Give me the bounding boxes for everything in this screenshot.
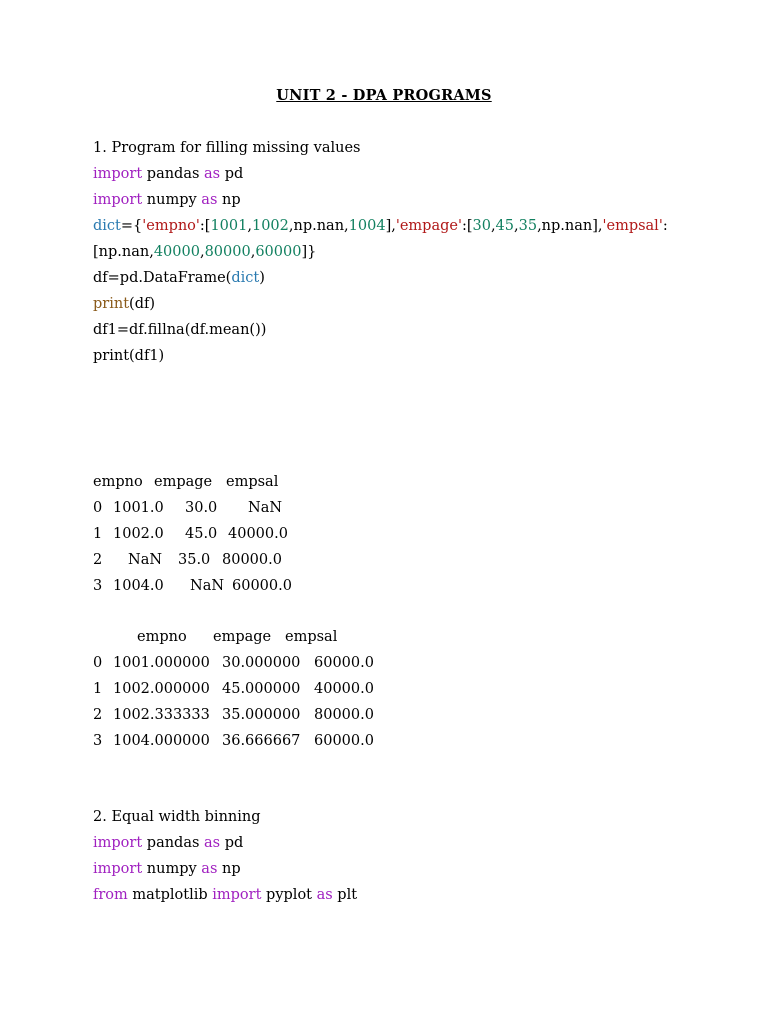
code-line-import-pandas: [93, 165, 243, 183]
number: 1001: [210, 218, 248, 234]
section-1-heading: 1. Program for filling missing values: [93, 140, 361, 156]
number: 80000: [204, 244, 251, 260]
table-cell: 1002.333333: [113, 707, 210, 723]
code-text: pandas: [142, 835, 205, 851]
code-text: np: [217, 861, 241, 877]
table-cell: 60000.0: [314, 655, 374, 671]
code-line-dict-cont: [93, 243, 316, 261]
keyword: import: [93, 835, 143, 851]
code-text: :: [662, 218, 668, 234]
code-text: pyplot: [261, 887, 317, 903]
code-line-print-df1: print(df1): [93, 348, 165, 364]
table-cell: 60000.0: [314, 733, 374, 749]
code-text: ,: [514, 218, 519, 234]
table-cell: 1004.0: [113, 578, 164, 594]
table-cell: 1002.0: [113, 526, 164, 542]
code-text: df=pd.DataFrame(: [93, 270, 232, 286]
code-text: plt: [332, 887, 358, 903]
builtin: dict: [231, 270, 260, 286]
code-text: matplotlib: [127, 887, 213, 903]
code-line-import-numpy-2: [93, 860, 241, 878]
keyword: from: [93, 887, 128, 903]
table-index: 1: [93, 526, 103, 542]
page-title: UNIT 2 - DPA PROGRAMS: [276, 87, 492, 104]
function: print: [93, 296, 130, 312]
string: 'empno': [142, 218, 200, 234]
section-2-heading: 2. Equal width binning: [93, 809, 261, 825]
code-text: pandas: [142, 166, 205, 182]
keyword: import: [93, 192, 143, 208]
code-text: ,: [490, 218, 496, 234]
table-header: empno: [137, 629, 187, 645]
code-text: pd: [220, 835, 244, 851]
table-cell: NaN: [248, 500, 283, 516]
table-cell: NaN: [128, 552, 163, 568]
table-cell: 1004.000000: [113, 733, 210, 749]
code-text: ,np.nan],: [537, 218, 603, 234]
code-text: :[: [199, 218, 211, 234]
builtin: dict: [93, 218, 121, 234]
keyword: as: [201, 192, 218, 208]
table-header: empsal: [285, 629, 338, 645]
number: 35: [518, 218, 538, 234]
table-cell: 40000.0: [228, 526, 288, 542]
string: 'empsal': [602, 218, 663, 234]
keyword: as: [201, 861, 218, 877]
keyword: as: [204, 166, 221, 182]
keyword: as: [204, 835, 221, 851]
table-cell: 1001.000000: [113, 655, 210, 671]
number: 40000: [153, 244, 200, 260]
keyword: as: [316, 887, 333, 903]
table-header: empage: [213, 629, 272, 645]
code-line-fillna: df1=df.fillna(df.mean()): [93, 322, 267, 338]
table-index: 0: [93, 500, 103, 516]
code-text: numpy: [142, 861, 202, 877]
code-text: ,: [250, 244, 256, 260]
code-line-import-pandas-2: [93, 834, 243, 852]
table-cell: 60000.0: [232, 578, 292, 594]
table-cell: 45.000000: [222, 681, 301, 697]
table-index: 3: [93, 733, 103, 749]
number: 60000: [255, 244, 302, 260]
table-cell: 30.000000: [222, 655, 301, 671]
code-line-import-pyplot: [93, 886, 357, 904]
code-text: [np.nan,: [93, 244, 154, 260]
table-index: 0: [93, 655, 103, 671]
table-index: 1: [93, 681, 103, 697]
table-index: 2: [93, 707, 103, 723]
keyword: import: [212, 887, 262, 903]
table-cell: 40000.0: [314, 681, 374, 697]
table-cell: 1002.000000: [113, 681, 210, 697]
code-text: ],: [385, 218, 396, 234]
code-text: np: [217, 192, 241, 208]
code-text: ,np.nan,: [288, 218, 349, 234]
keyword: import: [93, 861, 143, 877]
table-header: empage: [154, 474, 213, 490]
code-line-dict: [93, 217, 668, 235]
code-text: ={: [120, 218, 143, 234]
table-cell: 45.0: [185, 526, 218, 542]
code-line-import-numpy: [93, 191, 241, 209]
table-index: 2: [93, 552, 103, 568]
code-text: ,: [199, 244, 205, 260]
string: 'empage': [395, 218, 462, 234]
table-cell: NaN: [190, 578, 225, 594]
table-cell: 80000.0: [222, 552, 282, 568]
table-header: empno: [93, 474, 143, 490]
number: 30: [472, 218, 491, 234]
table-cell: 30.0: [185, 500, 218, 516]
table-cell: 35.000000: [222, 707, 301, 723]
code-line-dataframe: [93, 269, 265, 287]
table-index: 3: [93, 578, 103, 594]
table-cell: 36.666667: [222, 733, 301, 749]
code-line-print-df: [93, 295, 155, 313]
table-cell: 80000.0: [314, 707, 374, 723]
number: 1002: [251, 218, 289, 234]
code-text: :[: [461, 218, 473, 234]
code-text: ): [259, 270, 265, 286]
code-text: ]}: [301, 244, 317, 260]
keyword: import: [93, 166, 143, 182]
code-text: pd: [220, 166, 244, 182]
number: 45: [495, 218, 514, 234]
code-text: numpy: [142, 192, 202, 208]
table-cell: 35.0: [178, 552, 211, 568]
code-text: ,: [247, 218, 252, 234]
number: 1004: [348, 218, 386, 234]
table-cell: 1001.0: [113, 500, 164, 516]
code-text: (df): [129, 296, 155, 312]
table-header: empsal: [226, 474, 279, 490]
